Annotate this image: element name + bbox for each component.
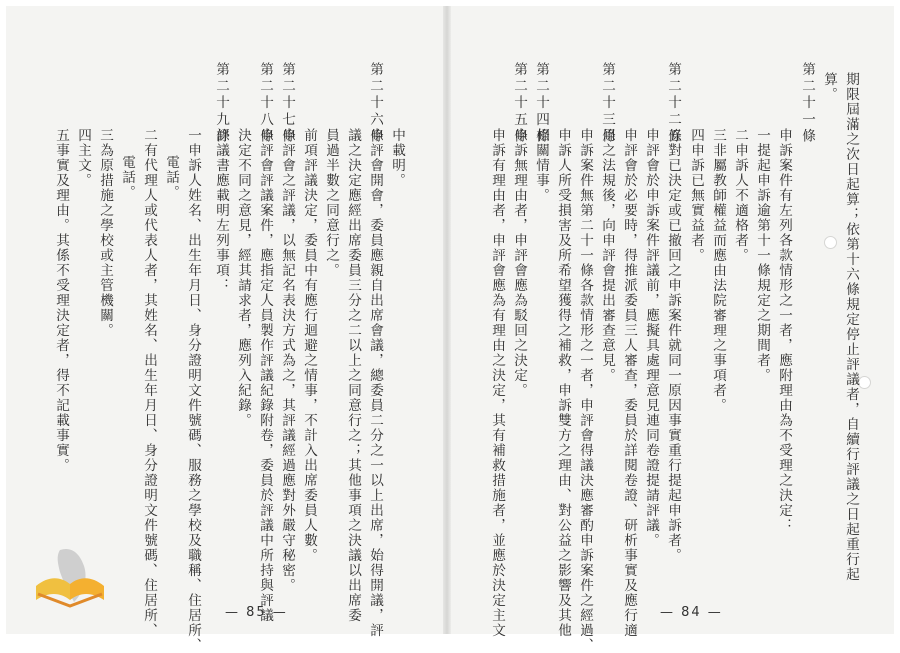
- text-line: 申訴案件無第二十一條各款情形之一者，申評會得議決應審酌申訴案件之經過、: [577, 128, 593, 653]
- text-line: 申訴有理由者，申評會應為有理由之決定，其有補救措施者，並應於決定主文: [489, 128, 505, 638]
- article-heading: 第二十九條: [213, 62, 229, 145]
- article-heading: 第二十七條: [279, 62, 295, 145]
- article-heading: 第二十二條: [665, 62, 681, 145]
- article-heading: 第二十一條: [799, 62, 815, 145]
- article-heading: 第二十三條: [599, 62, 615, 145]
- taiwan-book-logo: [30, 540, 120, 612]
- left-page-number: — 85 —: [225, 605, 288, 620]
- text-line: 期限屆滿之次日起算；依第十六條規定停止評議者，自續行評議之日起重行起: [843, 72, 859, 582]
- text-line: 電話。: [119, 155, 135, 200]
- text-line: 二申訴人不適格者。: [732, 128, 748, 263]
- punch-hole: [824, 236, 837, 249]
- text-line: 申訴無理由者，申評會應為駁回之決定。: [511, 128, 527, 398]
- text-line: 三非屬教師權益而應由法院審理之事項者。: [710, 128, 726, 413]
- text-line: 電話。: [163, 155, 179, 200]
- text-line: 申訴人所受損害及所希望獲得之補救，申訴雙方之理由、對公益之影響及其他: [555, 128, 571, 638]
- text-line: 一申訴人姓名、出生年月日、身分證明文件號碼、服務之學校及職稱、住居所、: [185, 128, 201, 653]
- text-line: 申評會開會，委員應親自出席會議，總委員二分之一以上出席，始得開議，評: [367, 128, 383, 638]
- text-line: 中載明。: [389, 128, 405, 188]
- text-line: 四主文。: [75, 128, 91, 188]
- book-gutter: [443, 6, 451, 634]
- text-line: 五事實及理由。其係不受理決定者，得不記載事實。: [53, 128, 69, 473]
- text-line: 申訴案件有左列各款情形之一者，應附理由為不受理之決定：: [776, 128, 792, 533]
- text-line: 前項評議決定，委員中有應行迴避之情事，不計入出席委員人數。: [301, 128, 317, 563]
- text-line: 四申訴已無實益者。: [688, 128, 704, 263]
- article-heading: 第二十四條: [533, 62, 549, 145]
- text-line: 三為原措施之學校或主管機關。: [97, 128, 113, 338]
- right-page-number: — 84 —: [660, 605, 723, 620]
- text-line: 申評會評議案件，應指定人員製作評議紀錄附卷，委員於評議中所持與評議: [257, 128, 273, 623]
- text-line: 申評會之評議，以無記名表決方式為之，其評議經過應對外嚴守秘密。: [279, 128, 295, 593]
- text-line: 申評會於申訴案件評議前，應擬具處理意見連同卷證提請評議。: [643, 128, 659, 548]
- text-line: 二有代理人或代表人者，其姓名、出生年月日、身分證明文件號碼、住居所、: [141, 128, 157, 638]
- article-heading: 第二十五條: [511, 62, 527, 145]
- article-heading: 第二十六條: [367, 62, 383, 145]
- text-line: 用之法規後，向申評會提出審查意見。: [599, 128, 615, 383]
- text-line: 申評會於必要時，得推派委員三人審查，委員於詳閱卷證、研析事實及應行適: [621, 128, 637, 638]
- text-line: 員過半數之同意行之。: [323, 128, 339, 278]
- text-line: 議之決定應經出席委員三分之二以上之同意行之；其他事項之決議以出席委: [345, 128, 361, 623]
- text-line: 決定不同之意見，經其請求者，應列入紀錄。: [235, 128, 251, 428]
- article-heading: 第二十八條: [257, 62, 273, 145]
- text-line: 算。: [821, 72, 837, 102]
- text-line: 評議書應載明左列事項：: [213, 128, 229, 293]
- text-line: 相關情事。: [533, 128, 549, 203]
- text-line: 一提起申訴逾第十一條規定之期間者。: [754, 128, 770, 383]
- text-line: 五對已決定或已撤回之申訴案件就同一原因事實重行提起申訴者。: [665, 128, 681, 563]
